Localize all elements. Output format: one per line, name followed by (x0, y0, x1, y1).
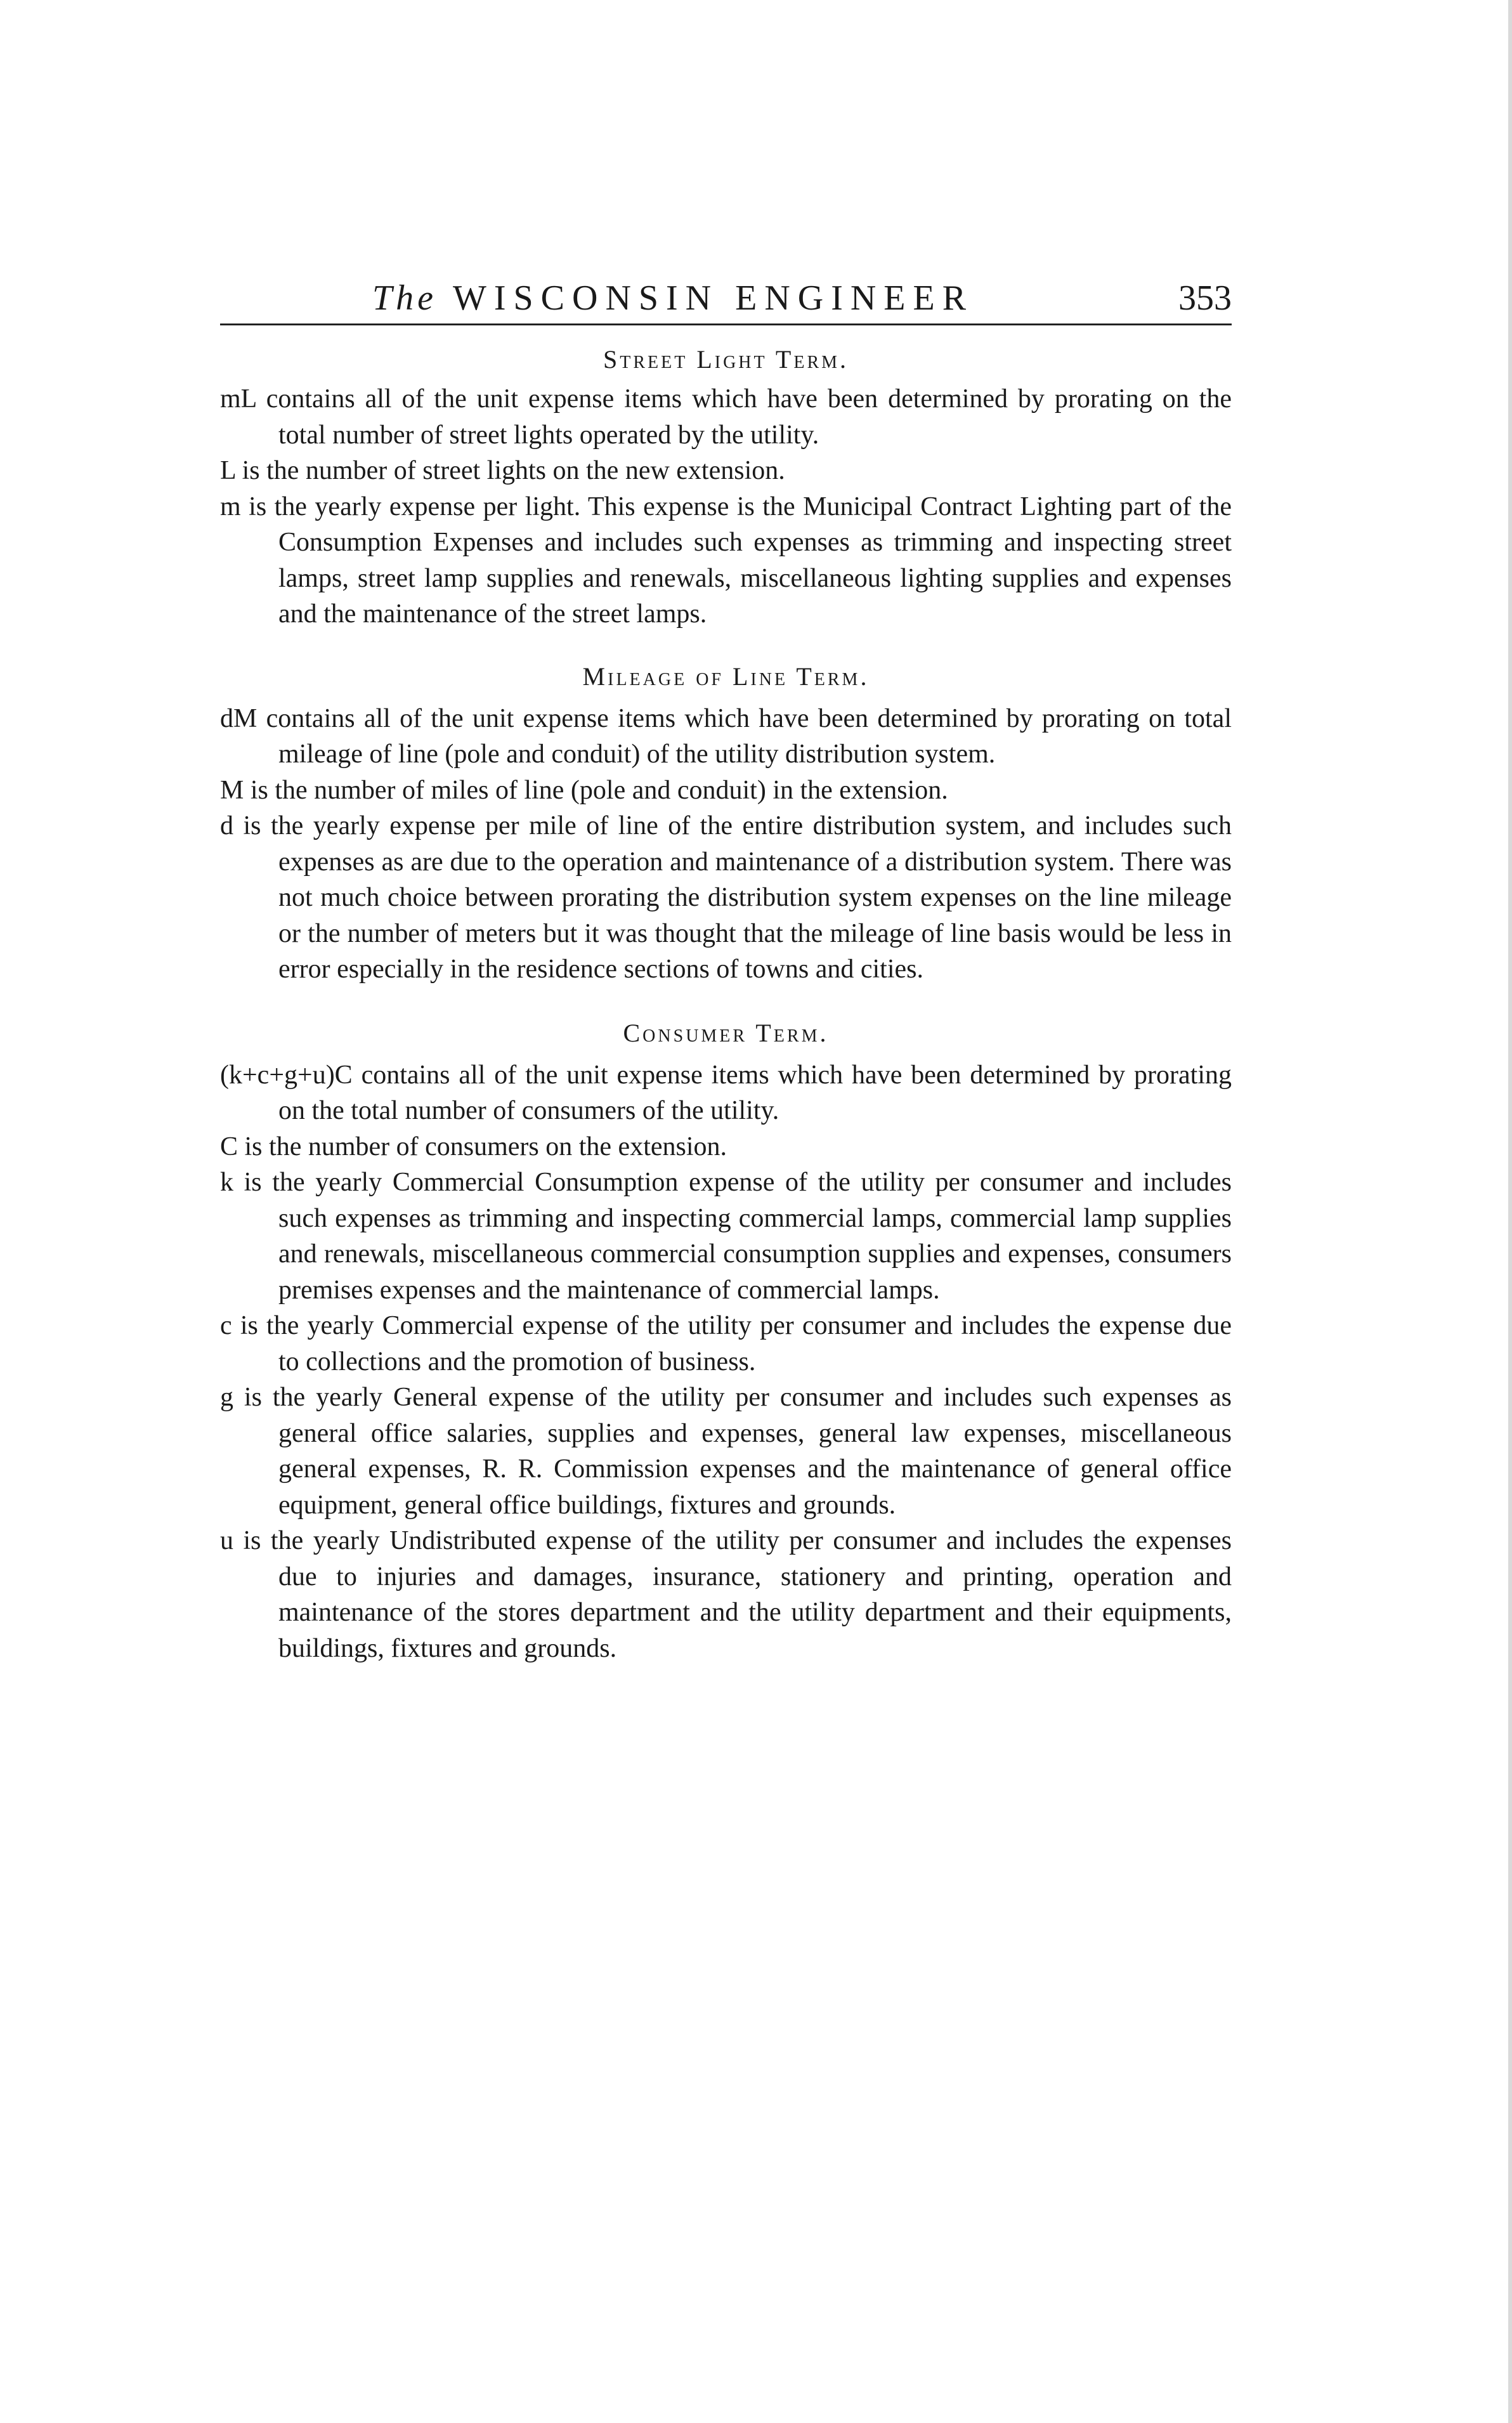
page-number: 353 (1178, 278, 1232, 318)
definition-paragraph: m is the yearly expense per light. This expense is the Municipal Contract Lighting part of the Consumption Expenses and includes such expenses as trimming and inspecting street lamps, street lamp supplies and renewals, miscellaneous lighting supplies and expenses and the maintenance of the street lamps. (220, 492, 1232, 629)
definition-paragraph: g is the yearly General expense of the utility per consumer and includes such expenses as general office salaries, supplies and expenses, general law expenses, miscellaneous general expenses, R. R. Commission expenses and the maintenance of general office equipment, general office buildings, fixtures and grounds. (220, 1383, 1232, 1520)
page-edge-divider (1508, 0, 1512, 2423)
definition-paragraph: C is the number of consumers on the extension. (220, 1132, 727, 1161)
definition-paragraph: L is the number of street lights on the new extension. (220, 456, 785, 485)
definition-paragraph: u is the yearly Undistributed expense of the utility per consumer and includes the expenses due to injuries and damages, insurance, stationery and printing, operation and maintenance of the stores department and the utility department and their equipments, buildings, fixtures and grounds. (220, 1526, 1232, 1663)
section-mileage-of-line-term (220, 659, 1232, 988)
section-heading: Mileage of Line Term. (582, 662, 870, 691)
definition-paragraph: d is the yearly expense per mile of line of the entire distribution system, and includes such expenses as are due to the operation and maintenance of a distribution system. There was not much choice between prorating the distribution system expenses on the line mileage or the number of meters but it was thought that the mileage of line basis would be less in error especially in the residence sections of towns and cities. (220, 811, 1232, 984)
definition-paragraph: dM contains all of the unit expense items which have been determined by prorating on total mileage of line (pole and conduit) of the utility distribution system. (220, 703, 1232, 769)
definition-paragraph: mL contains all of the unit expense items which have been determined by prorating on the total number of street lights operated by the utility. (220, 384, 1232, 450)
section-street-light-term (220, 342, 1232, 632)
definition-paragraph: (k+c+g+u)C contains all of the unit expense items which have been determined by prorating on the total number of consumers of the utility. (220, 1060, 1232, 1125)
section-heading: Consumer Term. (623, 1018, 829, 1047)
running-header (220, 273, 1232, 325)
definition-paragraph: k is the yearly Commercial Consumption expense of the utility per consumer and includes such expenses as trimming and inspecting commercial lamps, commercial lamp supplies and renewals, miscellaneous commercial consumption supplies and expenses, consumers premises expenses and the maintenance of commercial lamps. (220, 1168, 1232, 1305)
journal-title-name: WISCONSIN ENGINEER (453, 278, 974, 318)
document-page (220, 273, 1232, 1666)
section-consumer-term (220, 1016, 1232, 1667)
definition-paragraph: c is the yearly Commercial expense of the utility per consumer and includes the expense due to collections and the promotion of business. (220, 1311, 1232, 1376)
definition-paragraph: M is the number of miles of line (pole and conduit) in the extension. (220, 775, 948, 805)
section-heading: Street Light Term. (603, 345, 849, 374)
journal-title (372, 273, 974, 323)
journal-title-the: The (372, 278, 437, 318)
